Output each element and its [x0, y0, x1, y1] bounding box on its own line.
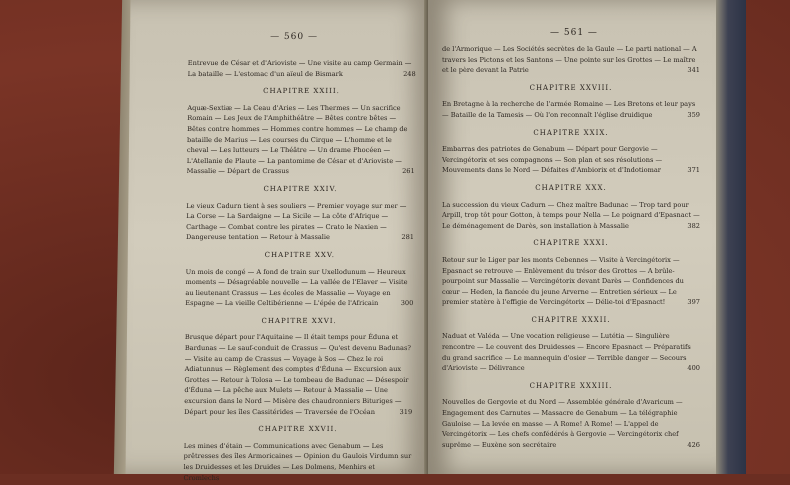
- toc-entry: [442, 331, 700, 373]
- toc-entry: [184, 332, 413, 417]
- entry-text: En Bretagne à la recherche de l'armée Romaine — Les Bretons et leur pays — Bataille de la Tamesis — Où l'on reconnaît l'église druidique: [442, 100, 696, 119]
- entry-page: 382: [687, 221, 700, 230]
- chapter-heading: CHAPITRE XXXIII.: [529, 381, 613, 390]
- chapter-heading: CHAPITRE XXIII.: [263, 87, 340, 96]
- toc-entry: [187, 103, 416, 177]
- toc-entry: [442, 200, 700, 232]
- entry-page: 400: [687, 364, 700, 373]
- entry-page: 359: [687, 110, 700, 119]
- toc-entry: [442, 255, 700, 308]
- entry-text: Naduat et Valéda — Une vocation religieuse — Lutétia — Singulière rencontre — Le couvent des Druidesses — Encore Epasnact — Préparatifs du grand sacrifice — Le mannequin d'osier — Terrible danger — Secours d'Arioviste — Délivrance: [442, 332, 691, 373]
- toc-entry: [185, 267, 413, 309]
- entry-text: Le vieux Cadurn tient à ses souliers — Premier voyage sur mer — La Corse — La Sardaigne — La Sicile — La côte d'Afrique — Carthage — Combat contre les pirates — Crato le Naxien — Dangereuse tentation — Retour à Massalie: [185, 201, 407, 242]
- left-page-number: — 560 —: [270, 32, 319, 42]
- entry-text: Aquæ-Sextiæ — La Ceau d'Aries — Les Thermes — Un sacrifice Romain — Les Jeux de l'Amphithéâtre — Bêtes contre bêtes — Bêtes contre hommes — Hommes contre hommes — Le champ de bataille de Marius — Les courses du Cirque — L'homme et le cheval — Les lutteurs — Le Théâtre — Un drame Phocéen — L'Atellanie de Plaute — La pantomime de César et d'Arioviste — Massalie — Départ de Crassus: [186, 103, 408, 176]
- entry-text: Les mines d'étain — Communications avec Genabum — Les prêtresses des îles Armoricaines — Opinion du Gaulois Virdumn sur les Druidesses et les Druides — Les Dolmens, Menhirs et Cromlechs: [183, 441, 412, 482]
- entry-text: Retour sur le Liger par les monts Cebennes — Visite à Vercingétorix — Epasnact se retrouve — Enlèvement du trésor des Grottes — A brûle-pourpoint sur Massalie — Vercingétorix devant Darès — Confidences du cœur — Heden, la fiancée du jeune Arverne — Entretien sérieux — Le premier statère à l'effigie de Vercingétorix — Délie-toi d'Epasnact!: [442, 255, 684, 307]
- toc-entry: [188, 58, 416, 79]
- left-page: [126, 0, 433, 482]
- toc-entry: [186, 201, 414, 243]
- chapter-heading: CHAPITRE XXV.: [264, 250, 335, 259]
- chapter-heading: CHAPITRE XXXII.: [531, 315, 611, 324]
- entry-page: 371: [687, 166, 700, 175]
- chapter-heading: CHAPITRE XXVIII.: [529, 83, 613, 92]
- entry-page: 319: [399, 407, 413, 416]
- entry-page: 397: [687, 298, 700, 307]
- chapter-heading: CHAPITRE XXX.: [535, 183, 607, 192]
- right-page-contents: [442, 44, 700, 452]
- chapter-heading: CHAPITRE XXIV.: [263, 184, 338, 193]
- entry-page: 300: [400, 299, 414, 308]
- toc-entry: [442, 99, 700, 120]
- entry-page: 341: [687, 66, 700, 75]
- chapter-heading: CHAPITRE XXVI.: [261, 316, 337, 325]
- right-page: [428, 0, 718, 474]
- toc-entry: [442, 144, 700, 176]
- toc-entry: [183, 441, 411, 483]
- chapter-heading: CHAPITRE XXIX.: [533, 128, 609, 137]
- entry-text: Entrevue de César et d'Arioviste — Une visite au camp Germain — La bataille — L'estomac d'un aïeul de Bismark: [187, 59, 412, 78]
- toc-entry: [442, 397, 700, 450]
- entry-page: 281: [401, 233, 415, 242]
- entry-text: Embarras des patriotes de Genabum — Départ pour Gergovie — Vercingétorix et ses compagnons — Son plan et ses résolutions — Mouvements dans le Nord — Défaites d'Ambiorix et d'Indotiomar: [442, 145, 663, 175]
- entry-text: Nouvelles de Gergovie et du Nord — Assemblée générale d'Avaricum — Engagement des Carnutes — Massacre de Genabum — La télégraphie Gauloise — La levée en masse — A Rome! A Rome! — L'appel de Vercingétorix — Les chefs confédérés à Gergovie — Vercingétorix chef suprême — Euxène son secrétaire: [442, 398, 683, 449]
- chapter-heading: CHAPITRE XXXI.: [533, 239, 609, 248]
- book-cover-edge: [716, 0, 746, 474]
- entry-text: Brusque départ pour l'Aquitaine — Il était temps pour Éduna et Bardunas — Le sauf-conduit de Crassus — Qu'est devenu Badunas? — Visite au camp de Crassus — Voyage à Sos — Chez le roi Adiatunnus — Règlement des comptes d'Éduna — Excursion aux Grottes — Retour à Tolosa — Le tombeau de Badunac — Désespoir d'Éduna — La pêche aux Mulets — Retour à Massalie — Une excursion dans le Nord — Misère des chaudronniers Bituriges — Départ pour les îles Cassitérides — Traversée de l'Océan: [184, 333, 411, 416]
- left-page-contents: [183, 58, 415, 485]
- entry-page: 261: [402, 167, 415, 176]
- chapter-heading: CHAPITRE XXVII.: [258, 425, 338, 434]
- entry-text: La succession du vieux Cadurn — Chez maître Badunac — Trop tard pour Arpill, trop tôt pour Gotton, à temps pour Nella — Le poignard d'Epasnact — Le déménagement de Darès, son installation à Massalie: [442, 200, 700, 230]
- toc-entry: [442, 44, 700, 76]
- entry-page: 426: [687, 440, 700, 449]
- entry-page: 248: [403, 69, 416, 78]
- entry-text: de l'Armorique — Les Sociétés secrètes de la Gaule — Le parti national — A travers les Pictons et les Santons — Une pointe sur les Grottes — Le maître et le père devant la Patrie: [442, 45, 697, 75]
- entry-text: Un mois de congé — A fond de train sur Uxellodunum — Heureux moments — Désagréable nouvelle — La vallée de l'Elaver — Visite au lieutenant Crassus — Les écoles de Massalie — Voyage en Espagne — La vieille Celtibérienne — L'épée de l'Africain: [185, 267, 408, 308]
- right-page-number: — 561 —: [550, 28, 598, 38]
